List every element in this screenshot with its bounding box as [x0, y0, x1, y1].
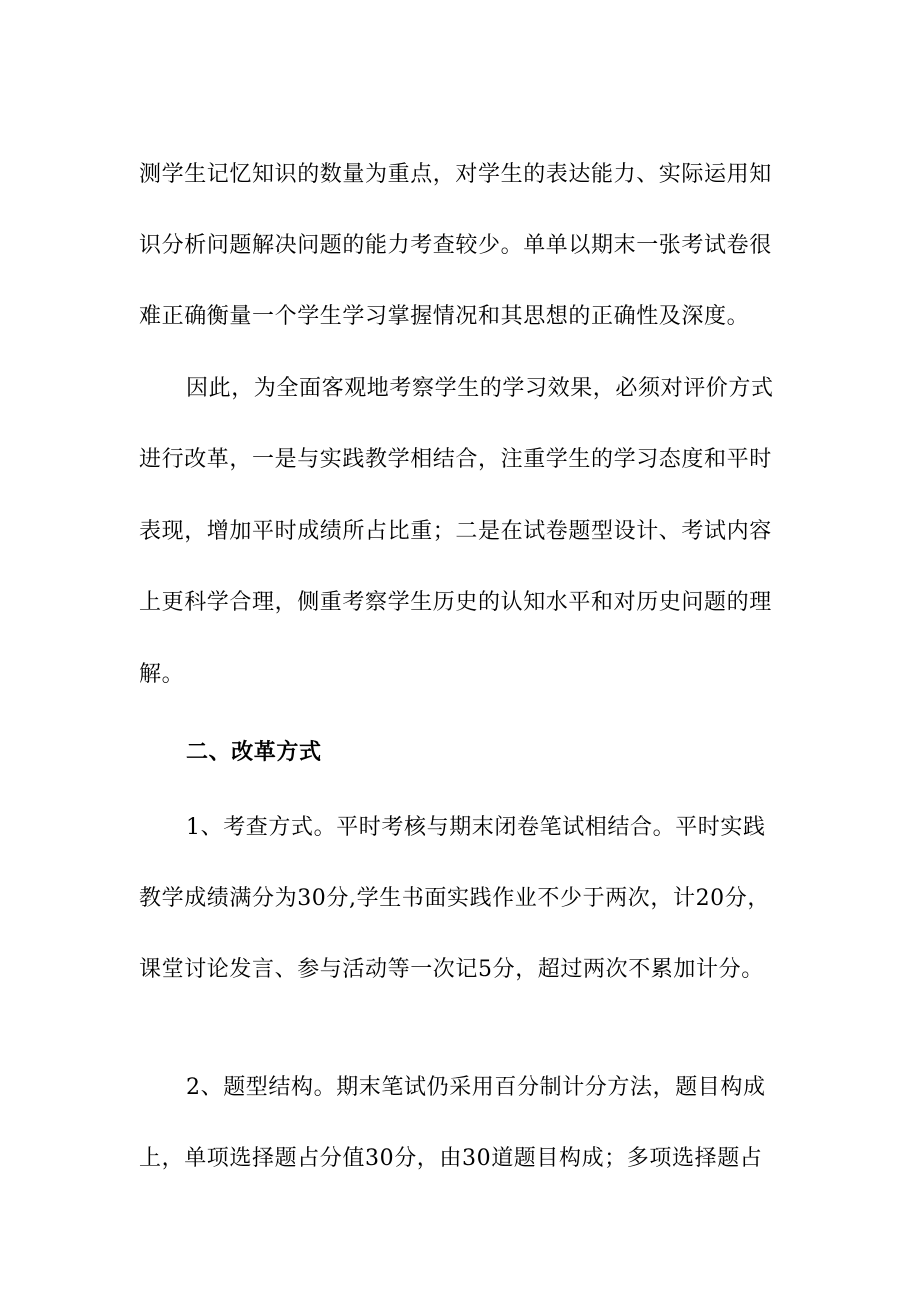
paragraph-3-line-3: 课堂讨论发言、参与活动等一次记5分，超过两次不累加计分。 [139, 957, 764, 982]
section-heading: 二、改革方式 [186, 740, 322, 765]
paragraph-1-line-1: 测学生记忆知识的数量为重点，对学生的表达能力、实际运用知 [139, 162, 772, 187]
paragraph-2-line-4: 上更科学合理，侧重考察学生历史的认知水平和对历史问题的理 [139, 590, 772, 615]
paragraph-3-line-2: 教学成绩满分为30分,学生书面实践作业不少于两次，计20分， [139, 886, 770, 911]
paragraph-1-line-2: 识分析问题解决问题的能力考查较少。单单以期末一张考试卷很 [139, 233, 772, 258]
paragraph-2-line-3: 表现，增加平时成绩所占比重；二是在试卷题型设计、考试内容 [139, 519, 772, 544]
paragraph-3-line-1: 1、考查方式。平时考核与期末闭卷笔试相结合。平时实践 [186, 815, 766, 840]
paragraph-4-line-1: 2、题型结构。期末笔试仍采用百分制计分方法，题目构成 [186, 1075, 766, 1100]
paragraph-2-line-2: 进行改革，一是与实践教学相结合，注重学生的学习态度和平时 [139, 447, 772, 472]
paragraph-2-line-5: 解。 [139, 662, 185, 687]
paragraph-2-line-1: 因此，为全面客观地考察学生的学习效果，必须对评价方式 [186, 376, 774, 401]
paragraph-1-line-3: 难正确衡量一个学生学习掌握情况和其思想的正确性及深度。 [139, 304, 750, 329]
paragraph-4-line-2: 上，单项选择题占分值30分，由30道题目构成；多项选择题占 [139, 1146, 763, 1171]
